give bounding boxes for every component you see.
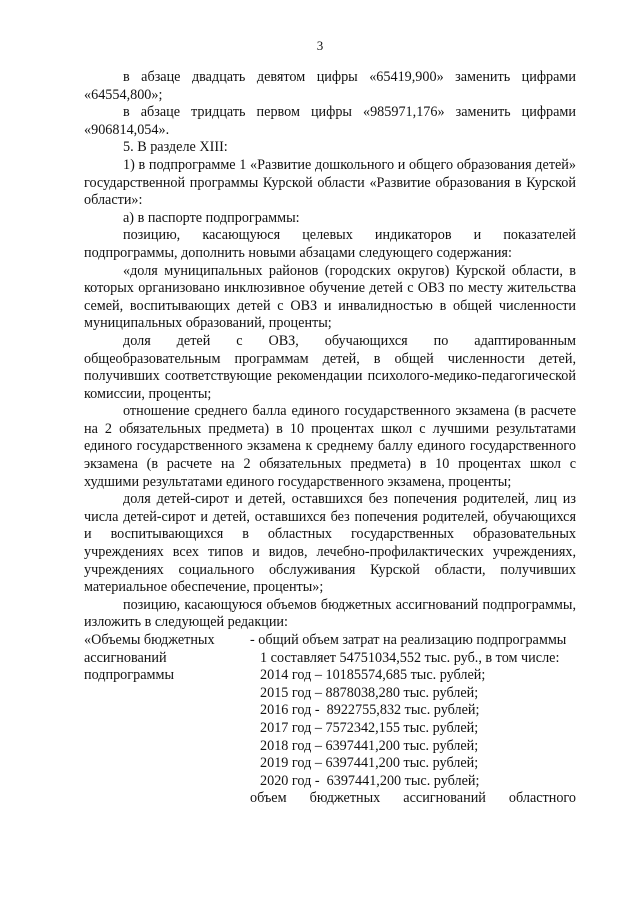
paragraph-1: в абзаце двадцать девятом цифры «65419,900» заменить цифрами «64554,800»; xyxy=(84,69,576,103)
position-value xyxy=(250,632,576,808)
paragraph-9: отношение среднего балла единого государственного экзамена (в расчете на 2 обязательных предмета) в 10 процентах школ с лучшими результатами единого государственного экзамена к среднему баллу единого государственного экзамена (в расчете на 2 обязательных предмета) в 10 процентах школ с худшими результатами единого государственного экзамена, проценты; xyxy=(84,403,576,490)
year-amount-2016: 2016 год - 8922755,832 тыс. рублей; xyxy=(260,702,480,719)
paragraph-7: «доля муниципальных районов (городских округов) Курской области, в которых организовано инклюзивное обучение детей с ОВЗ по месту жительства семей, воспитывающих детей с ОВЗ и инвалидностью в общей численности муниципальных образований, проценты; xyxy=(84,262,576,332)
year-amount-2015: 2015 год – 8878038,280 тыс. рублей; xyxy=(260,684,479,701)
document-body xyxy=(84,69,576,808)
position-label-line-2: ассигнований xyxy=(84,649,167,666)
paragraph-4: 1) в подпрограмме 1 «Развитие дошкольного и общего образования детей» государственной программы Курской области «Развитие образования в Курской области»: xyxy=(84,156,576,209)
paragraph-10: доля детей-сирот и детей, оставшихся без попечения родителей, лиц из числа детей-сирот и детей, оставшихся без попечения родителей, обучающихся и воспитывающихся в областных государственных образовательных учреждениях всех типов и видов, лечебно-профилактических учреждениях, учреждениях социального обслуживания Курской области, получивших материальное обеспечение, проценты»; xyxy=(84,491,576,596)
value-intro: - общий объем затрат на реализацию подпрограммы xyxy=(250,632,567,648)
paragraph-3: 5. В разделе XIII: xyxy=(123,139,228,156)
paragraph-6: позицию, касающуюся целевых индикаторов и показателей подпрограммы, дополнить новыми абзацами следующего содержания: xyxy=(84,227,576,261)
paragraph-5: а) в паспорте подпрограммы: xyxy=(123,209,300,226)
paragraph-2: в абзаце тридцать первом цифры «985971,176» заменить цифрами «906814,054». xyxy=(84,104,576,138)
position-label-line-3: подпрограммы xyxy=(84,667,174,684)
value-tail: объем бюджетных ассигнований областного xyxy=(250,790,576,807)
page-number: 3 xyxy=(316,38,324,53)
position-label xyxy=(84,632,250,808)
year-amount-2020: 2020 год - 6397441,200 тыс. рублей; xyxy=(260,772,480,789)
paragraph-11: позицию, касающуюся объемов бюджетных ассигнований подпрограммы, изложить в следующей редакции: xyxy=(84,596,576,631)
year-amount-2018: 2018 год – 6397441,200 тыс. рублей; xyxy=(260,737,479,754)
paragraph-8: доля детей с ОВЗ, обучающихся по адаптированным общеобразовательным программам детей, в общей численности детей, получивших соответствующие рекомендации психолого-медико-педагогической комиссии, проценты; xyxy=(84,332,576,402)
value-intro-cont: 1 составляет 54751034,552 тыс. руб., в том числе: xyxy=(260,649,560,666)
budget-position-table xyxy=(84,632,576,808)
position-label-line-1: «Объемы бюджетных xyxy=(84,632,215,648)
year-amount-2014: 2014 год – 10185574,685 тыс. рублей; xyxy=(260,667,486,684)
year-amount-2019: 2019 год – 6397441,200 тыс. рублей; xyxy=(260,755,479,772)
year-amount-2017: 2017 год – 7572342,155 тыс. рублей; xyxy=(260,719,479,736)
